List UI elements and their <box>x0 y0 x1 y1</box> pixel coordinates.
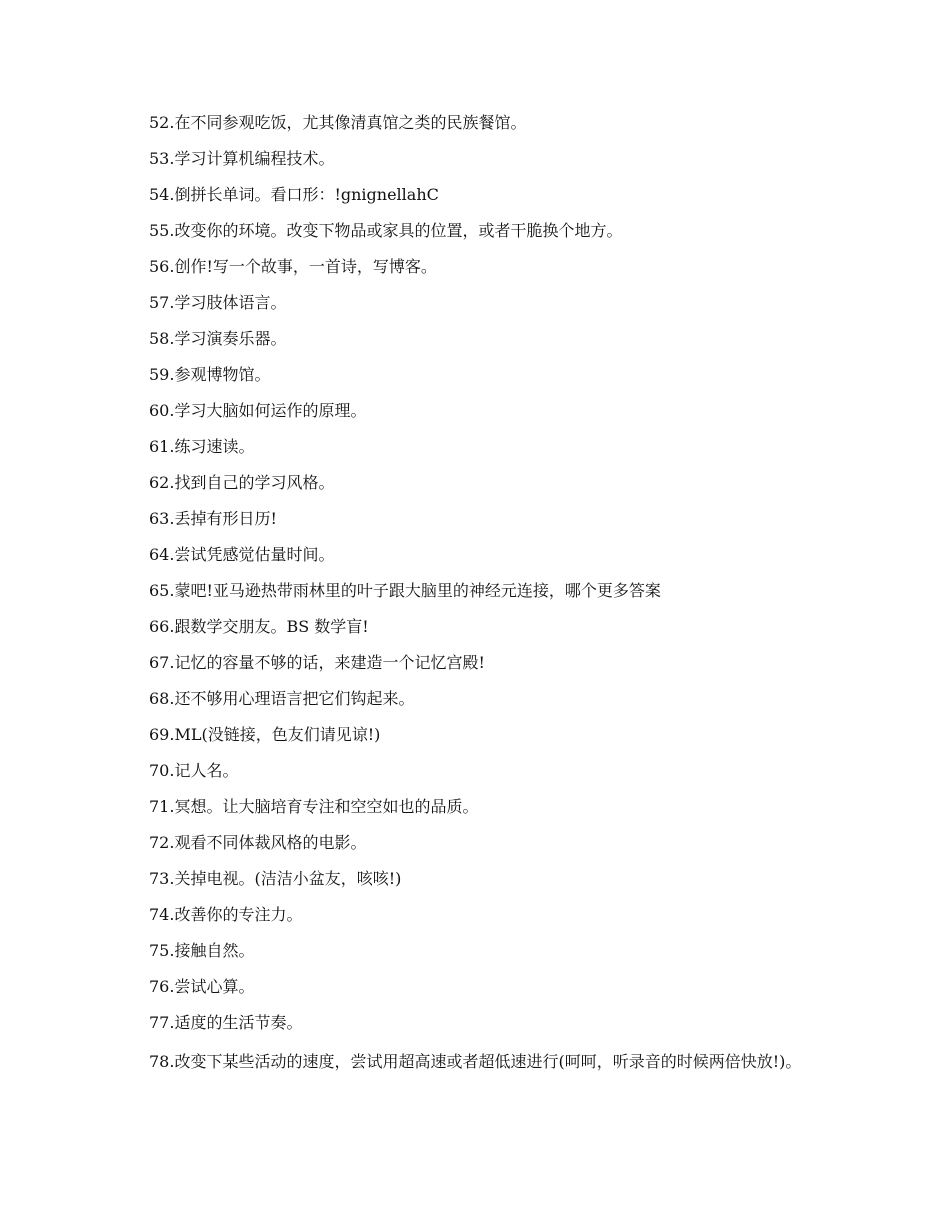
list-item: 60.学习大脑如何运作的原理。 <box>149 401 367 420</box>
list-item: 77.适度的生活节奏。 <box>149 1013 303 1032</box>
list-item: 78.改变下某些活动的速度，尝试用超高速或者超低速进行(呵呵，听录音的时候两倍快放!)。 <box>149 1052 802 1071</box>
list-item: 57.学习肢体语言。 <box>149 293 287 312</box>
list-item: 52.在不同参观吃饭，尤其像清真馆之类的民族餐馆。 <box>149 113 527 132</box>
list-item: 64.尝试凭感觉估量时间。 <box>149 545 335 564</box>
list-item: 53.学习计算机编程技术。 <box>149 149 335 168</box>
list-item: 76.尝试心算。 <box>149 977 255 996</box>
list-item: 71.冥想。让大脑培育专注和空空如也的品质。 <box>149 797 479 816</box>
list-item: 61.练习速读。 <box>149 437 255 456</box>
list-item: 67.记忆的容量不够的话，来建造一个记忆宫殿! <box>149 653 485 672</box>
list-item: 55.改变你的环境。改变下物品或家具的位置，或者干脆换个地方。 <box>149 221 623 240</box>
list-item: 56.创作!写一个故事，一首诗，写博客。 <box>149 257 437 276</box>
list-item: 58.学习演奏乐器。 <box>149 329 287 348</box>
document-body <box>113 110 838 1073</box>
list-item: 59.参观博物馆。 <box>149 365 271 384</box>
list-item: 54.倒拼长单词。看口形：!gnignellahC <box>149 185 439 204</box>
list-item: 68.还不够用心理语言把它们钩起来。 <box>149 689 415 708</box>
list-item: 62.找到自己的学习风格。 <box>149 473 335 492</box>
list-item: 63.丢掉有形日历! <box>149 509 277 528</box>
list-item: 66.跟数学交朋友。BS 数学盲! <box>149 617 369 636</box>
list-item: 65.蒙吧!亚马逊热带雨林里的叶子跟大脑里的神经元连接，哪个更多答案 <box>149 581 661 600</box>
list-item: 73.关掉电视。(洁洁小盆友，咳咳!) <box>149 869 402 888</box>
list-item: 75.接触自然。 <box>149 941 255 960</box>
list-item: 69.ML(没链接，色友们请见谅!) <box>149 725 381 744</box>
list-item: 70.记人名。 <box>149 761 239 780</box>
list-item: 74.改善你的专注力。 <box>149 905 303 924</box>
list-item: 72.观看不同体裁风格的电影。 <box>149 833 367 852</box>
